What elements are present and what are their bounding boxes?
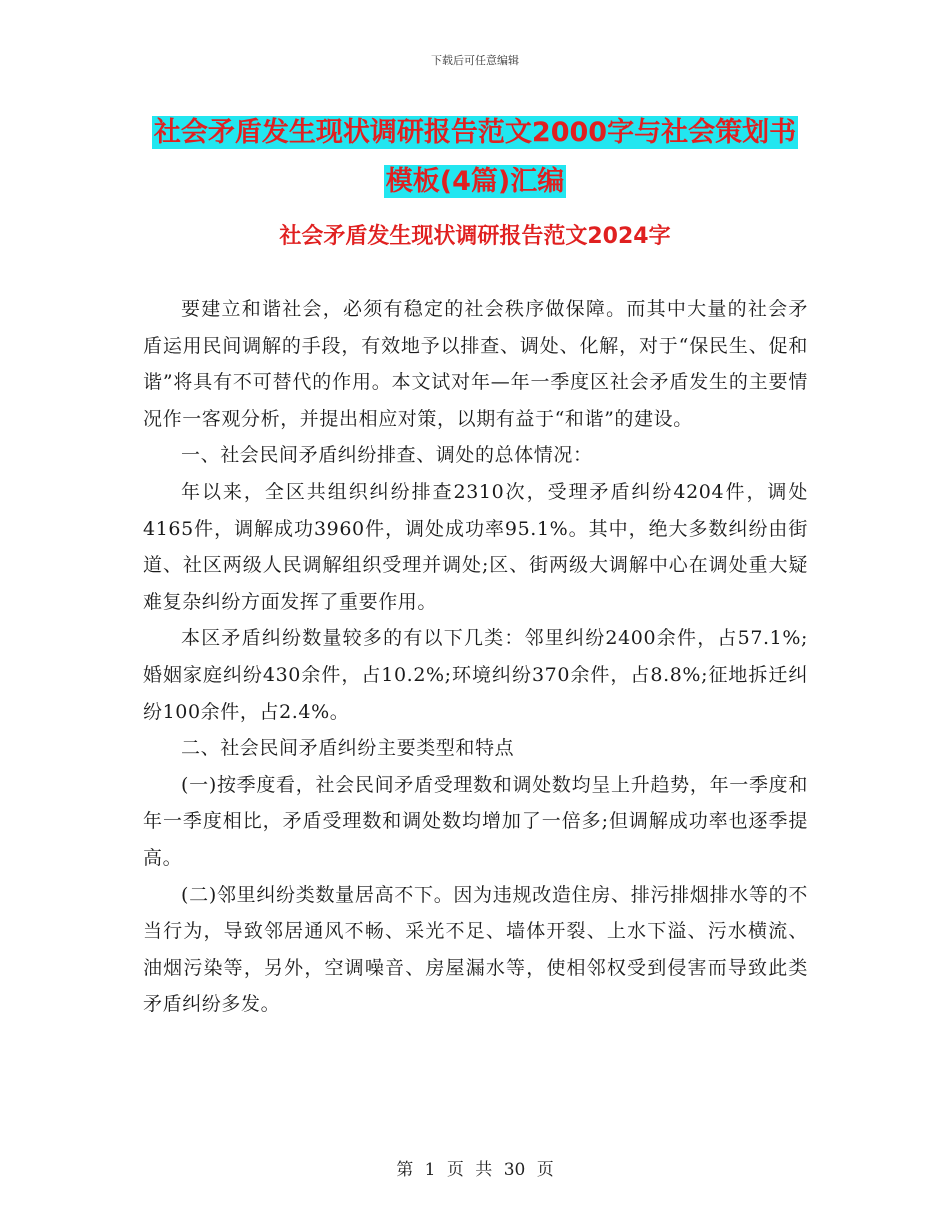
document-body xyxy=(143,291,808,1023)
section-title: 社会矛盾发生现状调研报告范文2024字 xyxy=(279,224,671,249)
paragraph: (一)按季度看，社会民间矛盾受理数和调处数均呈上升趋势，年一季度和年一季度相比，矛盾受理数和调处数均增加了一倍多;但调解成功率也逐季提高。 xyxy=(143,773,808,869)
paragraph: 二、社会民间矛盾纠纷主要类型和特点 xyxy=(181,737,515,760)
paragraph: 本区矛盾纠纷数量较多的有以下几类：邻里纠纷2400余件，占57.1%;婚姻家庭纠纷430余件，占10.2%;环境纠纷370余件，占8.8%;征地拆迁纠纷100余件，占2.4%。 xyxy=(143,627,808,723)
paragraph: (二)邻里纠纷类数量居高不下。因为违规改造住房、排污排烟排水等的不当行为，导致邻居通风不畅、采光不足、墙体开裂、上水下溢、污水横流、油烟污染等，另外，空调噪音、房屋漏水等，使相邻权受到侵害而导致此类矛盾纠纷多发。 xyxy=(143,883,808,1016)
document-title-line-1: 社会矛盾发生现状调研报告范文2000字与社会策划书 xyxy=(153,117,797,148)
paragraph: 一、社会民间矛盾纠纷排查、调处的总体情况： xyxy=(181,444,593,467)
header-note: 下载后可任意编辑 xyxy=(431,54,519,67)
document-title-line-2: 模板(4篇)汇编 xyxy=(385,166,565,197)
paragraph: 年以来，全区共组织纠纷排查2310次，受理矛盾纠纷4204件，调处4165件，调解成功3960件，调处成功率95.1%。其中，绝大多数纠纷由街道、社区两级人民调解组织受理并调处;区、街两级大调解中心在调处重大疑难复杂纠纷方面发挥了重要作用。 xyxy=(143,480,808,613)
page-footer: 第 1 页 共 30 页 xyxy=(396,1160,554,1180)
document-title xyxy=(0,108,950,206)
paragraph: 要建立和谐社会，必须有稳定的社会秩序做保障。而其中大量的社会矛盾运用民间调解的手段，有效地予以排查、调处、化解，对于“保民生、促和谐”将具有不可替代的作用。本文试对年—年一季度区社会矛盾发生的主要情况作一客观分析，并提出相应对策，以期有益于“和谐”的建设。 xyxy=(143,298,808,430)
